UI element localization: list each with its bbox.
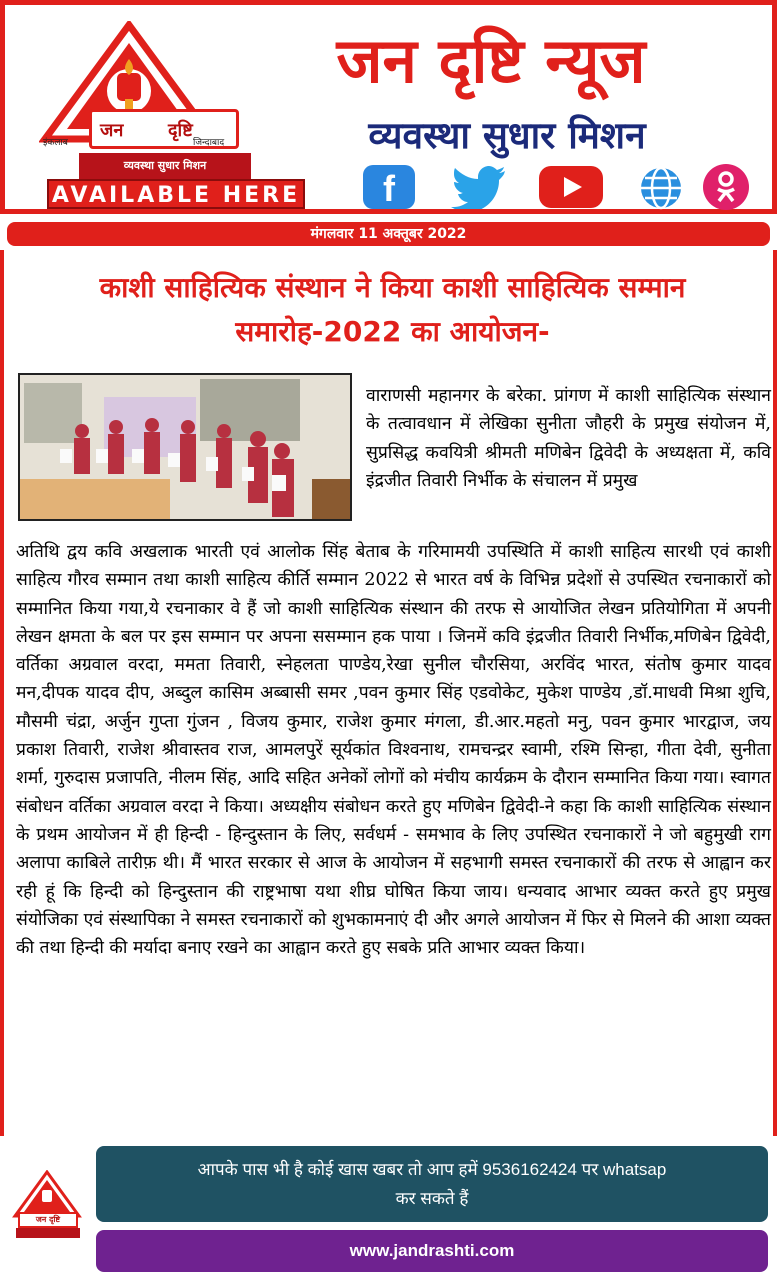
- whatsapp-text-line-2: कर सकते हैं: [395, 1189, 469, 1208]
- event-photo[interactable]: [18, 373, 352, 521]
- article-intro-paragraph: वाराणसी महानगर के बरेका. प्रांगण में काशी साहित्यिक संस्थान के तत्वावधान में लेखिका सुनीता जौहरी के प्रमुख संयोजन में, सुप्रसिद्ध कवयित्री श्रीमती मणिबेन द्विवेदी के अध्यक्षता में, कवि इंद्रजीत तिवारी निर्भीक के संचालन में प्रमुख: [366, 386, 771, 491]
- whatsapp-text-line-1: आपके पास भी है कोई खास खबर तो आप हमें 9536162424 पर whatsap: [197, 1160, 667, 1179]
- whatsapp-news-banner[interactable]: [96, 1146, 768, 1222]
- youtube-icon[interactable]: [539, 166, 603, 208]
- footer-logo[interactable]: [12, 1170, 82, 1240]
- article-frame: [0, 250, 777, 1136]
- globe-icon[interactable]: [637, 165, 689, 209]
- footer-logo-text: जन दृष्टि: [18, 1212, 78, 1228]
- logo-text-right: दृष्टि: [168, 120, 193, 141]
- logo-tag-right: जिन्दाबाद: [193, 138, 225, 148]
- logo-tag-left: इंकलाब: [43, 138, 68, 148]
- date-bar: मंगलवार 11 अक्तूबर 2022: [7, 222, 770, 246]
- masthead: [0, 0, 777, 214]
- available-here-banner: AVAILABLE HERE: [47, 179, 305, 209]
- article-main-paragraph: अतिथि द्वय कवि अखलाक भारती एवं आलोक सिंह बेताब के गरिमामयी उपस्थिति में काशी साहित्य सारथी एवं काशी साहित्य गौरव सम्मान तथा काशी साहित्य कीर्ति सम्मान 2022 से भारत वर्ष के विभिन्न प्रदेशों से उपस्थित रचनाकारों को सम्मानित किया गया,ये रचनाकार वे हैं जो काशी साहित्यिक संस्थान की तरफ से आयोजित लेखन प्रतियोगिता में अपनी लेखन क्षमता के बल पर इस सम्मान पर अपना ससम्मान हक पाया । जिनमें कवि इंद्रजीत तिवारी निर्भीक,मणिबेन द्विवेदी, वर्तिका अग्रवाल वरदा, ममता तिवारी, स्नेहलता पाण्डेय,रेखा सुनील चौरसिया, अरविंद भारत, संतोष कुमार यादव मन,दीपक यादव दीप, अब्दुल कासिम अब्बासी समर ,पवन कुमार सिंह एडवोकेट, मुकेश पाण्डेय ,डॉ.माधवी मिश्रा शुचि, मौसमी चंद्रा, अर्जुन गुप्ता गुंजन , विजय कुमार, राजेश कुमार मंगला, डी.आर.महतो मनु, पवन कुमार भारद्वाज, जय प्रकाश तिवारी, राजेश श्रीवास्तव राज, आमलपुरें सूर्यकांत विश्वनाथ, रामचन्द्रर स्वामी, रश्मि सिन्हा, गीता देवी, सुनीता शर्मा, गुरुदास प्रजापति, नीलम सिंह, आदि सहित अनेकों लोगों को मंचीय कार्यक्रम के दौरान सम्मानित किया गया। स्वागत संबोधन वर्तिका अग्रवाल वरदा ने किया। अध्यक्षीय संबोधन करते हुए मणिबेन द्विवेदी-ने कहा कि काशी साहित्यिक संस्थान के प्रथम आयोजन में ही हिन्दी - हिन्दुस्तान के लिए, सर्वधर्म - समभाव के लिए उपस्थित रचनाकारों ने जो बहुमुखी राग अलापा काबिले तारीफ़ थी। मैं भारत सरकार से आज के आयोजन में सहभागी समस्त रचनाकारों की तरफ से आह्वान कर रही हूं कि हिन्दी को हिन्दुस्तान की राष्ट्रभाषा यथा शीघ्र घोषित किया जाय। धन्यवाद आभार व्यक्त करते हुए प्रमुख संयोजिका एवं संस्थापिका ने समस्त रचनाकारों को शुभकामनाएं दी और अगले आयोजन में फिर से मिलने की आशा व्यक्त की तथा हिन्दी की मर्यादा बनाए रखने का आह्वान करते हुए सबके प्रति आभार व्यक्त किया।: [16, 542, 771, 959]
- twitter-icon[interactable]: [451, 165, 503, 209]
- footer-logo-ribbon: [16, 1228, 80, 1238]
- facebook-icon[interactable]: f: [363, 165, 415, 209]
- logo-text-left: जन: [100, 120, 124, 141]
- logo-ribbon: व्यवस्था सुधार मिशन: [79, 153, 251, 179]
- site-title: जन दृष्टि न्यूज: [336, 24, 646, 97]
- article-headline: काशी साहित्यिक संस्थान ने किया काशी साहित्यिक सम्मान समारोह-2022 का आयोजन-: [99, 271, 686, 348]
- site-subtitle: व्यवस्था सुधार मिशन: [368, 114, 646, 157]
- odnoklassniki-icon[interactable]: [703, 164, 749, 210]
- website-link[interactable]: www.jandrashti.com: [96, 1230, 768, 1272]
- jan-drishti-logo[interactable]: [39, 21, 225, 179]
